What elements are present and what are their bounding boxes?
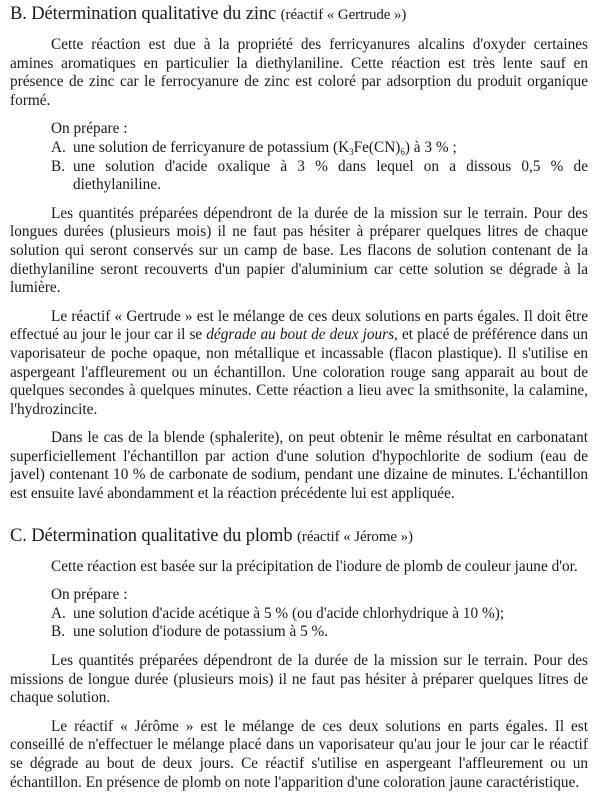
section-c-quantities: Les quantités préparées dépendront de la durée de la mission sur le terrain. Pour des missions de longue durée (plusieurs mois) il ne faut pas hésiter à préparer quelques litres de chaque solution. <box>10 652 588 707</box>
section-c-reagent: (réactif « Jérome ») <box>297 528 413 545</box>
section-zinc <box>10 0 588 504</box>
prep-item-letter: B. <box>51 157 66 175</box>
section-b-reagent: (réactif « Gertrude ») <box>280 7 407 23</box>
section-c-heading <box>10 525 588 548</box>
prep-item-text: une solution d'acide oxalique à 3 % dans lequel on a dissous 0,5 % de diethylaniline. <box>73 157 588 194</box>
prep-item-text <box>73 139 588 158</box>
section-b-letter: B. <box>10 4 27 24</box>
prep-item <box>51 623 588 642</box>
section-b-quantities: Les quantités préparées dépendront de la durée de la mission sur le terrain. Pour des longues durées (plusieurs mois) il ne faut pas hésiter à préparer quelques litres de chaque solution qui seront conservés sur un camp de base. Les flacons de solution contenant de la diethylaniline seront recouverts d'un papier d'aluminium car cette solution se dégrade à la lumière. <box>10 204 588 297</box>
formula-subscript: 6 <box>400 146 405 157</box>
prep-item-text: une solution d'iodure de potassium à 5 %. <box>73 623 329 641</box>
formula-prefix: une solution de ferricyanure de potassium (K <box>73 138 350 156</box>
prep-item <box>51 139 588 158</box>
prep-item-letter: A. <box>51 604 66 622</box>
reagent-text-emphasis: dégrade au bout de deux jours, <box>206 326 398 344</box>
prep-item-text: une solution d'acide acétique à 5 % (ou d'acide chlorhydrique à 10 %); <box>73 604 505 622</box>
section-c-intro: Cette réaction est basée sur la précipitation de l'iodure de plomb de couleur jaune d'or. <box>51 557 578 575</box>
section-b-title: Détermination qualitative du zinc <box>31 4 277 24</box>
section-b-reagent-paragraph <box>10 308 588 420</box>
prep-item-letter: A. <box>51 138 66 156</box>
section-c-letter: C. <box>10 525 27 546</box>
section-b-prep-list <box>10 139 588 195</box>
section-lead <box>10 525 588 792</box>
section-b-heading <box>10 0 588 26</box>
prep-item <box>51 605 588 624</box>
formula-subscript: 3 <box>349 146 354 157</box>
formula-mid: Fe(CN) <box>353 138 401 156</box>
section-b-blende: Dans le cas de la blende (sphalerite), on peut obtenir le même résultat en carbonatant superficiellement l'échantillon par action d'une solution d'hypochlorite de sodium (eau de javel) contenant 10 % de carbonate de sodium, pendant une dizaine de minutes. L'échantillon est ensuite lavé abondamment et la réaction précédente lui est appliquée. <box>10 429 588 503</box>
prep-item-letter: B. <box>51 623 66 641</box>
section-c-prep-list <box>10 605 588 642</box>
reagent-text-after: et placé de préférence dans un vaporisateur de poche opaque, non métallique et incassable (flacon plastique). Il s'utilise en aspergeant l'affleurement ou un échantillon. Une coloration rouge sang apparait au bout de quelques secondes à quelques minutes. Cette réaction a lieu avec la smithsonite, la calamine, l'hydrozincite. <box>10 326 588 418</box>
reagent-text-before: Le réactif « Gertrude » est le mélange de ces deux solutions en parts égales. Il doit être effectué au jour le jour car il se <box>10 307 588 344</box>
section-b-intro: Cette réaction est due à la propriété des ferricyanures alcalins d'oxyder certaines amines aromatiques en particulier la diethylaniline. Cette réaction est très lente sauf en présence de zinc car le ferrocyanure de zinc est coloré par adsorption du produit organique formé. <box>10 36 588 109</box>
formula-suffix: ) à 3 % ; <box>404 138 457 156</box>
section-c-reagent-paragraph: Le réactif « Jérôme » est le mélange de ces deux solutions en parts égales. Il est conseillé de n'effectuer le mélange placé dans un vaporisateur qu'au jour le jour car le réactif se dégrade au bout de deux jours. Ce réactif s'utilise en aspergeant l'affleurement ou un échantillon. En présence de plomb on note l'apparition d'une coloration jaune caractéristique. <box>10 717 588 791</box>
prep-item <box>51 158 588 195</box>
section-c-prep-label: On prépare : <box>51 586 128 604</box>
section-b-prep-label: On prépare : <box>51 120 128 138</box>
section-c-title: Détermination qualitative du plomb <box>31 525 293 546</box>
